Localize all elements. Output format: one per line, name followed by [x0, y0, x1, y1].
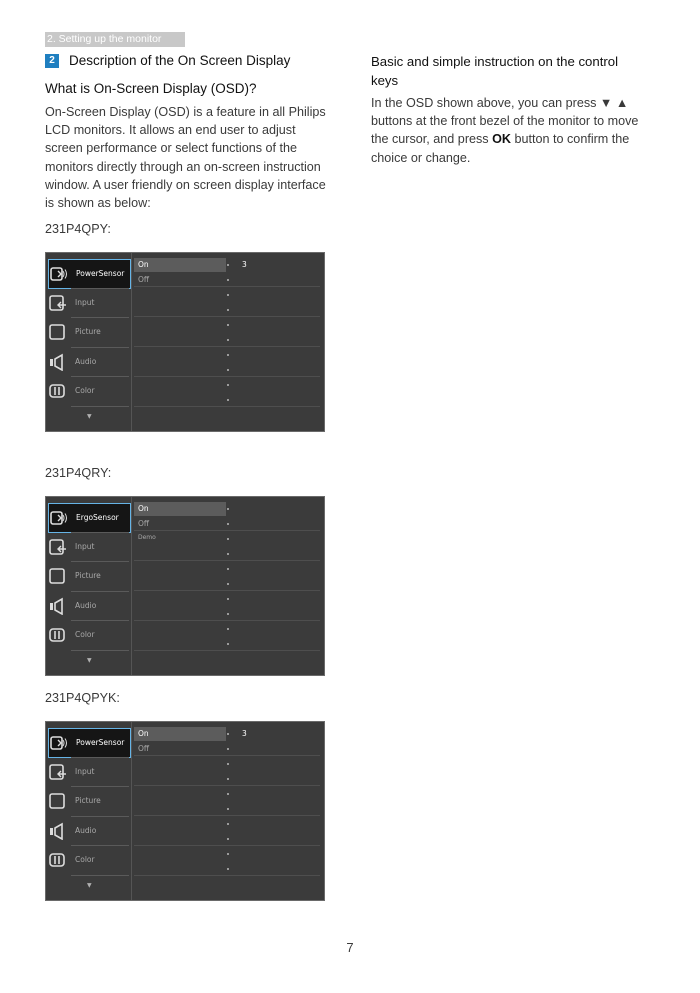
osd-row-dot — [227, 354, 229, 356]
osd-row-dot — [227, 553, 229, 555]
osd-row-divider — [134, 406, 320, 407]
osd-row-dot — [227, 568, 229, 570]
osd-row-divider — [134, 346, 320, 347]
input-icon — [49, 763, 67, 781]
osd-menu-divider — [71, 561, 129, 562]
osd-menu-item[interactable] — [48, 728, 131, 758]
osd-row-divider — [134, 560, 320, 561]
osd-scroll-down-icon[interactable]: ▼ — [87, 656, 92, 664]
osd-submenu-row[interactable] — [134, 258, 320, 272]
ok-key-label: OK — [492, 132, 511, 147]
osd-menu-item[interactable] — [48, 621, 131, 651]
osd-row-dot — [227, 309, 229, 311]
model-label-3: 231P4QPYK: — [45, 691, 120, 705]
osd-submenu-row[interactable] — [134, 577, 320, 591]
osd-row-dot — [227, 778, 229, 780]
osd-option-label: Off — [138, 744, 150, 753]
osd-menu-label: Audio — [75, 600, 97, 610]
osd-menu-divider — [71, 620, 129, 621]
osd-menu-item[interactable] — [48, 787, 131, 817]
osd-menu-divider — [71, 406, 129, 407]
osd-menu-divider — [71, 288, 129, 289]
osd-submenu-row[interactable] — [134, 757, 320, 771]
osd-row-dot — [227, 538, 229, 540]
osd-menu-item[interactable] — [48, 817, 131, 847]
osd-submenu-row[interactable] — [134, 847, 320, 861]
color-icon — [49, 626, 67, 644]
osd-menu-label: PowerSensor — [76, 269, 125, 278]
audio-icon — [49, 597, 67, 615]
osd-menu-label: PowerSensor — [76, 738, 125, 747]
osd-scroll-down-icon[interactable]: ▼ — [87, 881, 92, 889]
osd-menu-divider — [71, 317, 129, 318]
model-label-2: 231P4QRY: — [45, 466, 112, 480]
osd-divider — [131, 253, 132, 431]
osd-row-dot — [227, 793, 229, 795]
osd-row-dot — [227, 823, 229, 825]
osd-row-divider — [134, 286, 320, 287]
osd-menu-label: Audio — [75, 356, 97, 366]
osd-submenu-row[interactable] — [134, 787, 320, 801]
osd-submenu-row[interactable] — [134, 562, 320, 576]
osd-submenu-row[interactable] — [134, 637, 320, 651]
color-icon — [49, 851, 67, 869]
osd-row-dot — [227, 643, 229, 645]
osd-submenu-row[interactable] — [134, 727, 320, 741]
osd-submenu-row[interactable] — [134, 348, 320, 362]
osd-menu-divider — [71, 875, 129, 876]
osd-submenu-row[interactable] — [134, 742, 320, 756]
osd-menu-label: Audio — [75, 825, 97, 835]
osd-submenu-row[interactable] — [134, 318, 320, 332]
picture-icon — [49, 792, 67, 810]
osd-submenu-row[interactable] — [134, 862, 320, 876]
sensor-icon — [50, 509, 68, 527]
osd-row-dot — [227, 583, 229, 585]
osd-row-dot — [227, 508, 229, 510]
instructions-text-end: button to confirm the choice or change. — [371, 132, 630, 165]
osd-value: 3 — [242, 260, 247, 269]
osd-value: 3 — [242, 729, 247, 738]
osd-menu-item[interactable] — [48, 377, 131, 407]
input-icon — [49, 538, 67, 556]
osd-menu-divider — [71, 650, 129, 651]
osd-menu-item[interactable] — [48, 533, 131, 563]
osd-row-dot — [227, 808, 229, 810]
osd-divider — [131, 722, 132, 900]
osd-submenu-row[interactable] — [134, 502, 320, 516]
osd-menu-divider — [71, 845, 129, 846]
osd-submenu-row[interactable] — [134, 622, 320, 636]
osd-submenu-row[interactable] — [134, 378, 320, 392]
osd-row-dot — [227, 324, 229, 326]
question-title: What is On-Screen Display (OSD)? — [45, 81, 257, 96]
osd-submenu-row[interactable] — [134, 363, 320, 377]
osd-row-dot — [227, 369, 229, 371]
osd-option-label: Off — [138, 275, 150, 284]
osd-row-divider — [134, 875, 320, 876]
osd-row-dot — [227, 264, 229, 266]
osd-row-divider — [134, 845, 320, 846]
osd-menu-label: ErgoSensor — [76, 513, 119, 522]
osd-submenu-row[interactable] — [134, 832, 320, 846]
color-icon — [49, 382, 67, 400]
osd-row-divider — [134, 650, 320, 651]
osd-submenu-row[interactable] — [134, 592, 320, 606]
picture-icon — [49, 567, 67, 585]
osd-option-label: On — [138, 260, 149, 269]
osd-submenu-row[interactable] — [134, 547, 320, 561]
osd-menu-label: Picture — [75, 796, 101, 805]
osd-menu-label: Picture — [75, 571, 101, 580]
osd-option-label: Off — [138, 519, 150, 528]
osd-menu-divider — [71, 532, 129, 533]
osd-screenshot — [45, 496, 325, 676]
osd-menu-label: Input — [75, 766, 95, 776]
instructions-text: In the OSD shown above, you can press ▼ ▲ buttons at the front bezel of the monitor to move the cursor, and press — [371, 96, 639, 147]
osd-row-dot — [227, 868, 229, 870]
osd-menu-item[interactable] — [48, 503, 131, 533]
section-header-tab: 2. Setting up the monitor — [45, 32, 185, 47]
osd-main-menu — [48, 724, 131, 898]
osd-menu-item[interactable] — [48, 289, 131, 319]
osd-submenu-row[interactable] — [134, 303, 320, 317]
audio-icon — [49, 353, 67, 371]
osd-row-dot — [227, 399, 229, 401]
osd-submenu-row[interactable] — [134, 273, 320, 287]
picture-icon — [49, 323, 67, 341]
control-keys-title: Basic and simple instruction on the control keys — [371, 54, 619, 88]
osd-row-dot — [227, 339, 229, 341]
input-icon — [49, 294, 67, 312]
osd-submenu-row[interactable] — [134, 772, 320, 786]
osd-menu-divider — [71, 816, 129, 817]
osd-row-dot — [227, 613, 229, 615]
section-title — [45, 53, 290, 68]
osd-row-dot — [227, 733, 229, 735]
intro-paragraph: On-Screen Display (OSD) is a feature in all Philips LCD monitors. It allows an end user to adjust screen performance or select functions of the monitors directly through an on-screen instruction window. A user friendly on screen display interface is shown as below: — [45, 105, 326, 211]
osd-submenu-row[interactable] — [134, 802, 320, 816]
osd-submenu-row[interactable] — [134, 393, 320, 407]
osd-menu-item[interactable] — [48, 562, 131, 592]
osd-menu-divider — [71, 347, 129, 348]
osd-row-dot — [227, 748, 229, 750]
osd-menu-item[interactable] — [48, 318, 131, 348]
osd-row-divider — [134, 815, 320, 816]
osd-submenu-row[interactable] — [134, 517, 320, 531]
osd-menu-item[interactable] — [48, 758, 131, 788]
osd-divider — [131, 497, 132, 675]
osd-screenshot — [45, 252, 325, 432]
osd-row-dot — [227, 763, 229, 765]
osd-submenu-row[interactable] — [134, 288, 320, 302]
section-title-text: Description of the On Screen Display — [69, 53, 291, 68]
osd-option-label: On — [138, 729, 149, 738]
audio-icon — [49, 822, 67, 840]
osd-submenu-row[interactable] — [134, 333, 320, 347]
osd-menu-item[interactable] — [48, 348, 131, 378]
control-keys-instructions — [371, 94, 646, 167]
sensor-icon — [50, 734, 68, 752]
osd-menu-divider — [71, 786, 129, 787]
osd-row-divider — [134, 620, 320, 621]
osd-option-label: On — [138, 504, 149, 513]
osd-demo-label: Demo — [138, 534, 156, 541]
osd-submenu-row[interactable] — [134, 817, 320, 831]
osd-menu-item[interactable] — [48, 259, 131, 289]
osd-menu-label: Input — [75, 297, 95, 307]
model-label-1: 231P4QPY: — [45, 222, 111, 236]
osd-row-divider — [134, 316, 320, 317]
osd-menu-divider — [71, 376, 129, 377]
osd-row-dot — [227, 853, 229, 855]
osd-row-dot — [227, 628, 229, 630]
osd-scroll-down-icon[interactable]: ▼ — [87, 412, 92, 420]
osd-menu-divider — [71, 591, 129, 592]
osd-menu-label: Picture — [75, 327, 101, 336]
osd-menu-label: Color — [75, 386, 95, 395]
osd-row-dot — [227, 598, 229, 600]
osd-menu-item[interactable] — [48, 592, 131, 622]
osd-row-dot — [227, 279, 229, 281]
osd-row-divider — [134, 530, 320, 531]
osd-screenshot — [45, 721, 325, 901]
osd-menu-label: Color — [75, 630, 95, 639]
osd-menu-label: Input — [75, 541, 95, 551]
osd-row-divider — [134, 785, 320, 786]
osd-row-divider — [134, 755, 320, 756]
section-number-badge: 2 — [45, 54, 59, 68]
sensor-icon — [50, 265, 68, 283]
osd-row-divider — [134, 376, 320, 377]
osd-menu-label: Color — [75, 855, 95, 864]
page-number: 7 — [346, 940, 354, 955]
osd-row-dot — [227, 294, 229, 296]
osd-row-dot — [227, 523, 229, 525]
osd-menu-divider — [71, 757, 129, 758]
osd-submenu-row[interactable] — [134, 532, 320, 546]
osd-menu-item[interactable] — [48, 846, 131, 876]
osd-submenu-row[interactable] — [134, 607, 320, 621]
osd-row-divider — [134, 590, 320, 591]
osd-row-dot — [227, 838, 229, 840]
osd-main-menu — [48, 255, 131, 429]
osd-row-dot — [227, 384, 229, 386]
osd-main-menu — [48, 499, 131, 673]
